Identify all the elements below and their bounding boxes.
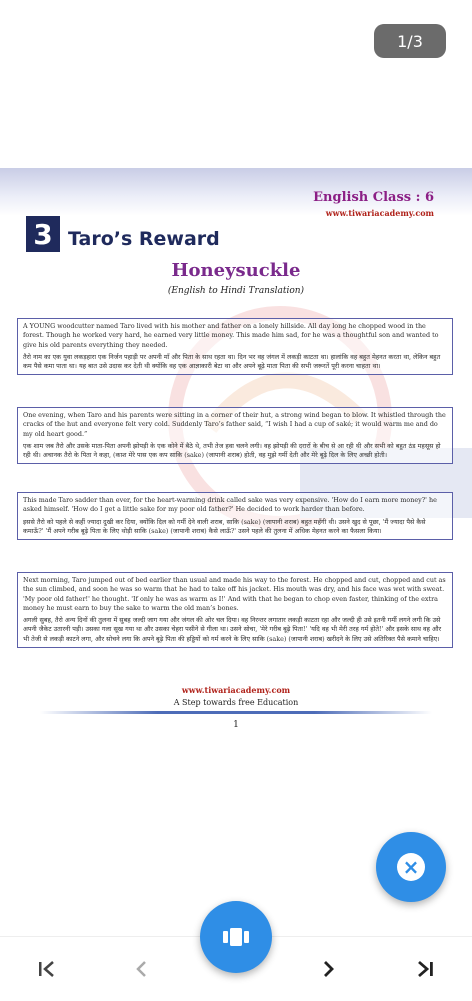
english-text: Next morning, Taro jumped out of bed earlier than usual and made his way to the forest. He chopped and cut, chopped and cut as the sun climbed, and soon he was so warm that he had to take off his jacket. His mouth was dry, and his face was wet with sweat. 'My poor old father!' he thought. 'If only he was as warm as I!' And with that he began to chop even faster, thinking of the extra money he must earn to buy the sake to warm the old man’s bones. — [23, 576, 446, 612]
close-icon: × — [397, 853, 425, 881]
footer-website: www.tiwariacademy.com — [181, 685, 291, 695]
class-title: English Class : 6 — [313, 190, 434, 205]
english-text: A YOUNG woodcutter named Taro lived with his mother and father on a lonely hillside. All day long he chopped wood in the forest. Though he worked very hard, he earned very little money. This made him sad, for he was a thoughtful son and wanted to give his old parents everything they needed. — [23, 322, 439, 349]
paragraph-box — [17, 572, 453, 648]
pdf-page — [0, 168, 472, 768]
paragraph-box — [17, 492, 453, 540]
hindi-text: एक शाम जब तैरो और उसके माता-पिता अपनी झोपड़ी के एक कोने में बैठे थे, तभी तेज हवा चलने लगी। वह झोपड़ी की दरारों के बीच से आ रही थी और सभी को बहुत ठंड महसूस हो रही थी। अचानक तैरो के पिता ने कहा, (काश मेरे पास एक कप साकि (sake) (जापानी शराब) होती, वह मुझे गर्मी देती और मेरे बूढ़े दिल के लिए अच्छी होती। — [23, 441, 441, 460]
poem-title: Honeysuckle — [171, 260, 301, 281]
first-page-icon — [36, 959, 58, 979]
page-counter: 1/3 — [374, 24, 446, 58]
english-text: This made Taro sadder than ever, for the heart-warming drink called sake was very expensive. 'How do I earn more money?' he asked himself. 'How do I get a little sake for my poor old father?' He decided to work harder than before. — [23, 496, 437, 514]
english-text: One evening, when Taro and his parents were sitting in a corner of their hut, a strong wind began to blow. It whistled through the cracks of the hut and everyone felt very cold. Suddenly Taro’s father said, “I wish I had a cup of saké; it would warm me and do my old heart good.” — [23, 411, 446, 438]
previous-page-button[interactable] — [126, 956, 156, 982]
hindi-text: तैरो नाम का एक युवा लकड़हारा एक निर्जन पहाड़ी पर अपनी माँ और पिता के साथ रहता था। दिन भर वह जंगल में लकड़ी काटता था। हालांकि वह बहुत मेहनत करता था, लेकिन बहुत कम पैसे कमा पाता था। यह बात उसे उदास कर देती थी क्योंकि वह एक आज्ञाकारी बेटा था और अपने बूढ़े माता पिता की सभी जरूरतें पूरी करना चाहता था। — [23, 352, 441, 371]
last-page-button[interactable] — [410, 956, 440, 982]
book-icon — [221, 925, 251, 949]
chapter-number-badge: 3 — [26, 216, 60, 252]
book-view-fab-button[interactable] — [200, 901, 272, 973]
translation-subtitle: (English to Hindi Translation) — [167, 286, 305, 296]
hindi-text: इससे तैरो को पहले से कहीं ज्यादा दुखी कर दिया, क्योंकि दिल को गर्मी देने वाली शराब, साकि (sake) (जापानी शराब) बहुत महँगी थी। उसने खुद से पूछा, 'मैं ज्यादा पैसे कैसे कमाऊँ?' 'मैं अपने गरीब बूढ़े पिता के लिए थोड़ी साकि (sake) (जापानी शराब) कैसे लाऊँ?' उसने पहले की तुलना में अधिक मेहनत करने का फैसला किया। — [23, 517, 426, 535]
first-page-button[interactable] — [32, 956, 62, 982]
hindi-text: अगली सुबह, तैरो अन्य दिनों की तुलना में सुबह जल्दी जाग गया और जंगल की ओर चल दिया। वह निरन्तर लगातार लकड़ी काटता रहा और जल्दी ही उसे इतनी गर्मी लगने लगी कि उसे अपनी जैकेट उतारनी पड़ी। उसका गला सूख गया था और उसका चेहरा पसीने से गीला था। उसने सोचा, 'मेरे गरीब बूढ़े पिता!' 'यदि वह भी मेरी तरह गर्म होते!' और इसके साथ वह और भी तेजी से लकड़ी काटने लगा, और सोचने लगा कि अपने बूढ़े पिता की हड्डियों को गर्म करने के लिए साकि (sake) (जापानी शराब) खरीदने के लिए उसे अतिरिक्त पैसे कमाने चाहिए। — [23, 616, 442, 643]
next-page-button[interactable] — [314, 956, 344, 982]
footer-divider — [40, 711, 432, 714]
class-website: www.tiwariacademy.com — [325, 208, 434, 218]
close-fab-button[interactable] — [376, 832, 446, 902]
paragraph-box — [17, 407, 453, 464]
footer-tagline: A Step towards free Education — [173, 698, 299, 707]
page-number: 1 — [233, 720, 239, 730]
paragraph-box — [17, 318, 453, 375]
prev-page-icon — [132, 959, 150, 979]
next-page-icon — [320, 959, 338, 979]
chapter-title: Taro’s Reward — [68, 228, 220, 250]
last-page-icon — [414, 959, 436, 979]
